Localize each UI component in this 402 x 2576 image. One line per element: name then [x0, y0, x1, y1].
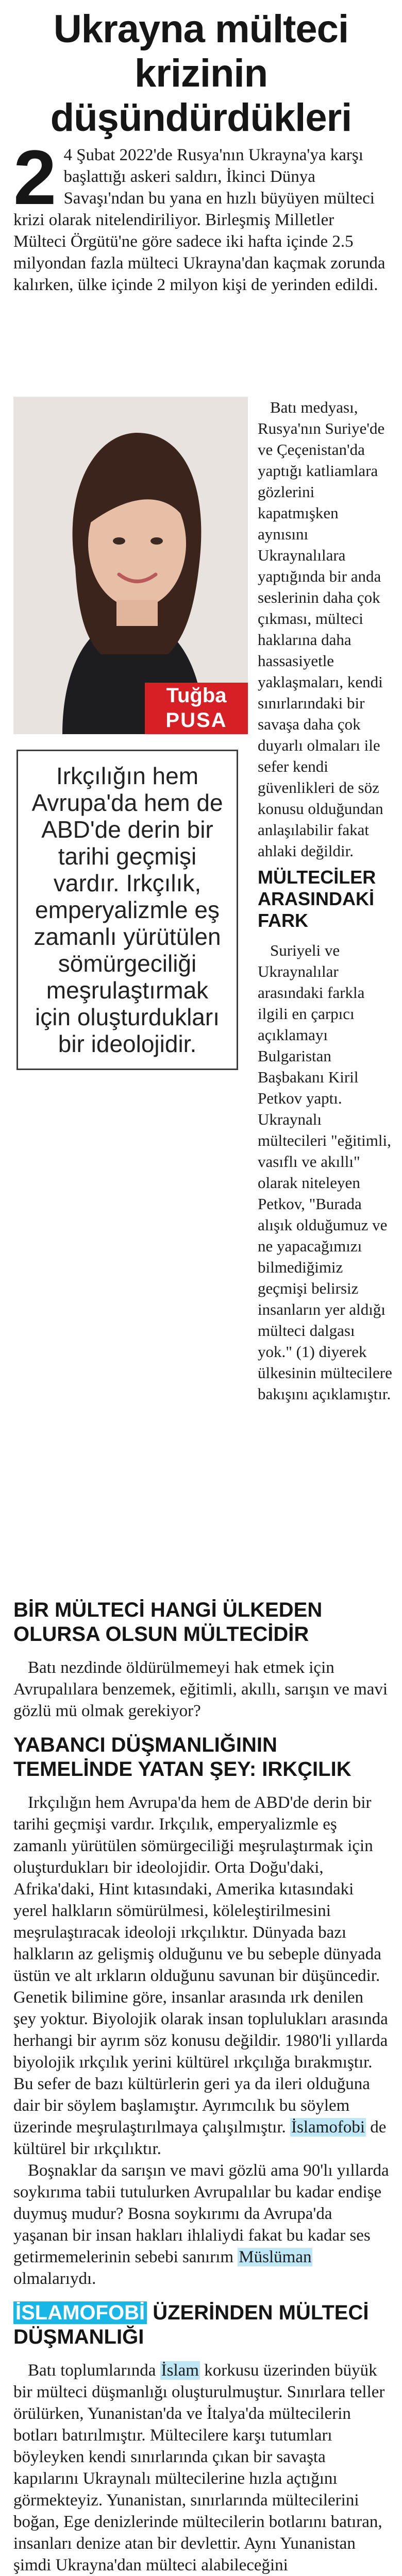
islamophobia-subhead-highlight: İSLAMOFOBİ [13, 2301, 147, 2324]
islam-text-start: Batı toplumlarında [28, 2361, 156, 2380]
islamophobia-subhead-text: ÜZERİNDEN MÜLTECİ DÜŞMANLIĞI [13, 2301, 369, 2348]
paragraph-petkov: Suriyeli ve Ukraynalılar arasındaki farkla ilgili en çarpıcı açıklamayı Bulgaristan Başbakanı Kiril Petkov yaptı. Ukraynalı mültecileri "eğitimli, vasıflı ve akıllı" olarak niteleyen Petkov, "Burada alışık olduğumuz ve ne yapacağımızı bilmediğimiz geçmişi belirsiz insanların yer aldığı mülteci dalgası yok." (1) diyerek ülkesinin mültecilere bakışını açıklamıştır. [258, 941, 392, 1403]
subhead-refugee-any-country: BİR MÜLTECİ HANGİ ÜLKEDEN OLURSA OLSUN MÜLTECİDİR [13, 1599, 323, 1646]
author-first-name: Tuğba [166, 684, 227, 707]
left-column [13, 397, 248, 1546]
article-headline: Ukrayna mülteci krizinin düşündürdükleri [50, 7, 352, 140]
islam-text: korkusu üzerinden büyük bir mülteci düşmanlığı oluşturulmuştur. Sınırlara teller örülürken, Yunanistan'da ve İtalya'da mültecilerin botları batırılmıştır. Mültecilere karşı tutumları böyleyken kendi sınırlarında çıkan bir savaşta kapılarını Ukraynalı mültecilerine hızla açtığını görmekteyiz. Yunanistan, sınırlarında mültecilerini boğan, Ege denizlerinde mültecilerin botlarını batıran, insanları denize atan bir devlettir. Aynı Yunanistan şimdi Ukrayna'dan mülteci alabileceğini [13, 2361, 385, 2574]
muslim-highlight: Müslüman [239, 2248, 312, 2266]
lead-text: 4 Şubat 2022'de Rusya'nın Ukrayna'ya karşı başlattığı askeri saldırı, İkinci Dünya Savaşı'ndan bu yana en hızlı büyüyen mülteci krizi olarak nitelendiriliyor. Birleşmiş Milletler Mülteci Örgütü'ne göre sadece iki hafta içinde 2.5 milyondan fazla mülteci Ukrayna'dan kaçmak zorunda kalırken, ülke içinde 2 milyon kişi de yerinden edildi. [13, 146, 386, 294]
main-body [13, 1587, 390, 2576]
bosnia-text: Boşnaklar da sarışın ve mavi gözlü ama 90'lı yıllarda soykırıma tabii tutulurken Avrupalılar bu kadar endişe duymuş mudur? Bosna soykırımı da Avrupa'da yaşanan bir insan hakları ihlaliydi fakat bu kadar ses getirmemelerinin sebebi sanırım [13, 2161, 389, 2266]
islamophobia-highlight: İslamofobi [291, 2118, 365, 2137]
paragraph-racism [13, 1792, 390, 2160]
paragraph-bosnia [13, 2160, 390, 2290]
subhead-islamophobia [13, 2301, 390, 2349]
subhead-refugee-difference: MÜLTECİLER ARASINDAKİ FARK [258, 867, 376, 931]
racism-text-end: de kültürel bir ırkçılıktır. [13, 2118, 387, 2158]
drop-cap: 2 [13, 134, 57, 221]
paragraph-media: Batı medyası, Rusya'nın Suriye'de ve Çeçenistan'da yaptığı katliamlara gözlerini kapatmışken aynısını Ukraynalılara yaptığında bir anda seslerinin daha çok çıkması, mülteci haklarına daha hassasiyetle yaklaşmaları, kendi sınırlarındaki bir savaşa daha çok duyarlı olmaları ile sefer kendi güvenlikleri de söz konusu olduğundan anlaşılabilir fakat ahlaki değildir. [258, 398, 385, 860]
pull-quote: Irkçılığın hem Avrupa'da hem de ABD'de derin bir tarihi geçmişi vardır. Irkçılık, emperyalizmle eş zamanlı yürütülen sömürgeciliği meşrulaştırmak için oluşturdukları bir ideolojidir. [16, 750, 238, 1070]
author-photo [13, 397, 248, 734]
racism-text: Irkçılığın hem Avrupa'da hem de ABD'de derin bir tarihi geçmişi vardır. Irkçılık, emperyalizmle eş zamanlı yürütülen sömürgeciliği meşrulaştırmak için oluşturdukları bir ideolojidir. Orta Doğu'daki, Afrika'daki, Hint kıtasındaki, Amerika kıtasındaki yerel halkların sömürülmesi, köleleştirilmesini meşrulaştıracak ideoloji ırkçılıktır. Dünyada bazı halkların az gelişmiş olduğunu ve bu sebeple dünyada üstün ve alt ırkların olduğunu savunan bir düşüncedir. Genetik bilimine göre, insanlar arasında ırk denilen şey yoktur. Biyolojik olarak insan toplulukları arasında herhangi bir ayrım söz konusu değildir. 1980'li yıllarda biyolojik ırkçılık yerini kültürel ırkçılığa bırakmıştır. Bu sefer de bazı kültürlerin geri ya da ileri olduğuna dair bir söylem başlamıştır. Ayrımcılık bu söylem üzerinde meşrulaştırılmaya çalışılmıştır. [13, 1793, 388, 2137]
lead-paragraph [13, 134, 390, 296]
author-last-name: PUSA [165, 709, 227, 732]
paragraph-west: Batı nezdinde öldürülmemeyi hak etmek için Avrupalılara benzemek, eğitimli, akıllı, sarışın ve mavi gözlü mü olmak gerekiyor? [13, 1658, 388, 1720]
right-column [258, 397, 393, 1404]
subhead-racism: YABANCI DÜŞMANLIĞININ TEMELİNDE YATAN ŞEY: IRKÇILIK [13, 1734, 351, 1781]
bosnia-text-end: olmalarıydı. [13, 2269, 96, 2288]
islam-highlight: İslam [161, 2361, 199, 2380]
author-byline [145, 683, 248, 734]
paragraph-islam [13, 2360, 390, 2576]
